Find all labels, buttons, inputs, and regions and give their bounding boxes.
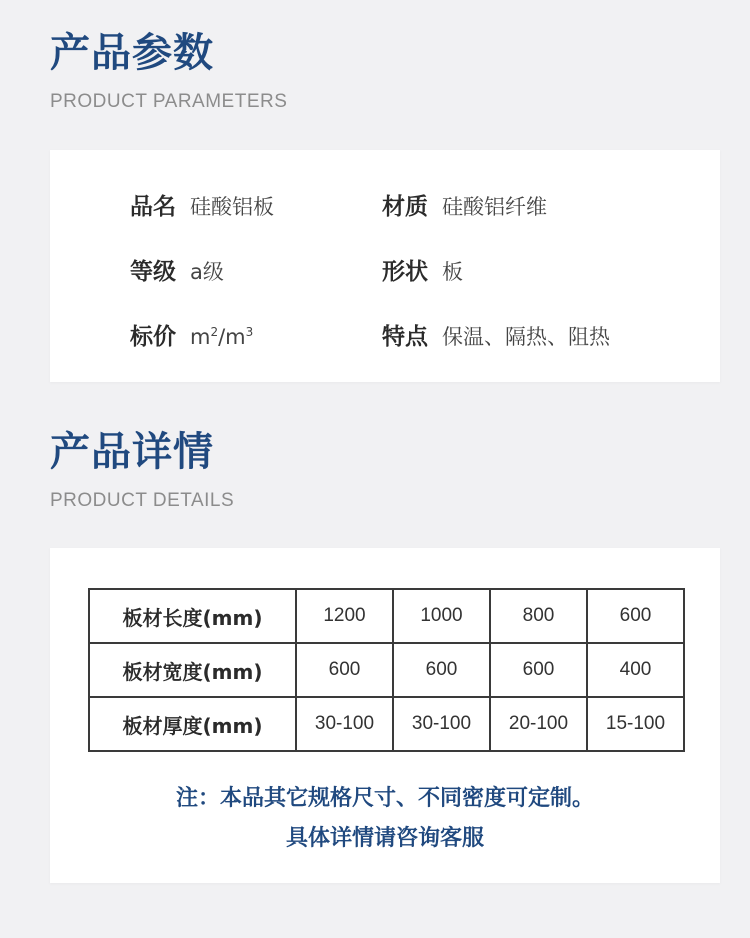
details-subtitle: PRODUCT DETAILS <box>50 490 235 511</box>
param-label: 形状 <box>382 259 428 285</box>
param-label: 标价 <box>130 324 176 350</box>
table-cell: 600 <box>393 643 490 697</box>
table-row-header: 板材宽度(mm) <box>89 643 296 697</box>
parameters-subtitle: PRODUCT PARAMETERS <box>50 91 288 112</box>
param-row-name <box>130 188 274 221</box>
table-cell: 30-100 <box>296 697 393 751</box>
parameters-card <box>50 150 720 382</box>
table-cell: 15-100 <box>587 697 684 751</box>
table-cell: 600 <box>587 589 684 643</box>
customization-note: 注：本品其它规格尺寸、不同密度可定制。 <box>175 786 594 811</box>
param-row-material <box>382 188 547 221</box>
table-cell: 600 <box>490 643 587 697</box>
param-value: a级 <box>190 260 224 284</box>
param-label: 品名 <box>130 194 176 220</box>
table-row <box>89 643 684 697</box>
table-cell: 1000 <box>393 589 490 643</box>
table-cell: 800 <box>490 589 587 643</box>
param-value: 硅酸铝板 <box>190 195 274 219</box>
param-value-unit <box>190 325 253 349</box>
param-row-feature <box>382 318 610 351</box>
table-row-header: 板材长度(mm) <box>89 589 296 643</box>
unit-sup: 3 <box>245 325 254 339</box>
param-value: 板 <box>442 260 463 284</box>
table-cell: 30-100 <box>393 697 490 751</box>
table-cell: 600 <box>296 643 393 697</box>
table-cell: 400 <box>587 643 684 697</box>
table-row <box>89 697 684 751</box>
details-title: 产品详情 <box>50 429 214 475</box>
unit-base: m <box>190 325 211 349</box>
contact-note: 具体详情请咨询客服 <box>285 826 484 851</box>
table-row-header: 板材厚度(mm) <box>89 697 296 751</box>
param-row-grade <box>130 253 224 286</box>
table-cell: 1200 <box>296 589 393 643</box>
table-cell: 20-100 <box>490 697 587 751</box>
table-row <box>89 589 684 643</box>
param-row-shape <box>382 253 463 286</box>
details-card <box>50 548 720 883</box>
param-row-price <box>130 318 253 351</box>
param-label: 特点 <box>382 324 428 350</box>
unit-sep: /m <box>218 325 246 349</box>
param-label: 等级 <box>130 259 176 285</box>
param-label: 材质 <box>382 194 428 220</box>
parameters-title: 产品参数 <box>50 30 214 76</box>
spec-table <box>88 588 685 752</box>
param-value: 硅酸铝纤维 <box>442 195 547 219</box>
param-value: 保温、隔热、阻热 <box>442 325 610 349</box>
unit-sup: 2 <box>210 325 219 339</box>
